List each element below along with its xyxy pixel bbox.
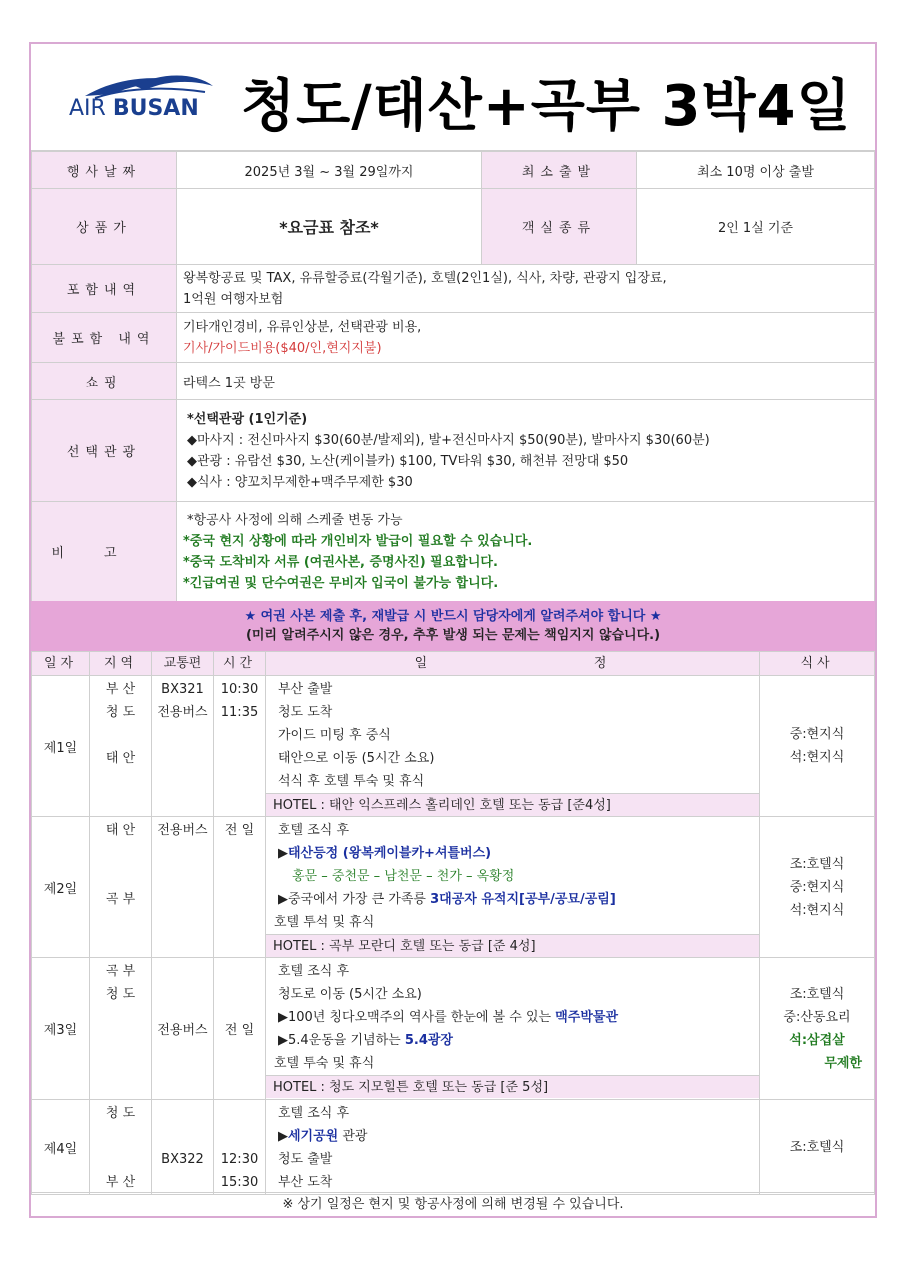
optional-sightseeing: ◆관광 : 유람선 $30, 노산(케이블카) $100, TV타워 $30, 해천뷰 전망대 $50 — [187, 453, 629, 469]
value-remarks — [177, 502, 875, 602]
value-min-departure: 최소 10명 이상 출발 — [637, 152, 875, 189]
label-remarks: 비고 — [32, 502, 177, 602]
itinerary-line-taishan — [278, 842, 759, 865]
label-included: 포함내역 — [32, 265, 177, 313]
page-title: 청도/태산+곡부 3박4일 — [241, 74, 852, 139]
schedule-row-day3 — [32, 958, 875, 1100]
hotel-info: HOTEL : 태안 익스프레스 홀리데인 호텔 또는 동급 [준4성] — [265, 793, 759, 816]
label-min-departure: 최소출발 — [482, 152, 637, 189]
region: 청 도 — [105, 705, 136, 720]
itinerary-line: 청도로 이동 (5시간 소요) — [278, 987, 422, 1002]
itinerary-line-confucius — [278, 888, 759, 911]
transport-cell — [152, 1100, 214, 1195]
itinerary-line: 부산 도착 — [278, 1175, 333, 1190]
logo-text-busan: BUSAN — [112, 96, 199, 121]
transport-cell — [152, 676, 214, 817]
highlight-taishan: 태산등정 (왕복케이블카+셔틀버스) — [288, 846, 492, 861]
meal: 조:호텔식 — [789, 856, 845, 872]
included-line: 왕복항공료 및 TAX, 유류할증료(각월기준), 호텔(2인1실), 식사, 차량, 관광지 입장료, — [183, 270, 667, 286]
header-region: 지역 — [90, 652, 152, 676]
highlight-century-park: 세기공원 — [288, 1129, 339, 1144]
time: 10:30 — [220, 682, 259, 697]
transport: 전용버스 — [157, 823, 208, 838]
itinerary-route: 홍문 – 중천문 – 남천문 – 천가 – 옥황정 — [292, 869, 515, 884]
meal: 조:호텔식 — [789, 1139, 845, 1155]
region: 부 산 — [105, 682, 136, 697]
itinerary-line-beer-museum — [278, 1006, 759, 1029]
included-line: 1억원 여행자보험 — [183, 291, 284, 307]
region: 부 산 — [105, 1175, 136, 1190]
value-room-type: 2인 1실 기준 — [637, 189, 875, 265]
header-time: 시간 — [214, 652, 266, 676]
itinerary-line: 호텔 조식 후 — [278, 1106, 350, 1121]
arrow-icon: ▶ — [278, 1129, 288, 1144]
logo-text — [69, 96, 199, 121]
remark-line: *항공사 사정에 의해 스케줄 변동 가능 — [187, 512, 403, 528]
label-shopping: 쇼핑 — [32, 363, 177, 400]
value-excluded — [177, 313, 875, 363]
optional-title: *선택관광 (1인기준) — [187, 411, 308, 427]
transport: 전용버스 — [157, 705, 208, 720]
label-excluded: 불포함 내역 — [32, 313, 177, 363]
region-cell — [90, 1100, 152, 1195]
meals-cell — [760, 676, 875, 817]
itinerary-line: 가이드 미팅 후 중식 — [278, 728, 391, 743]
meals-cell — [760, 817, 875, 958]
label-room-type: 객실종류 — [482, 189, 637, 265]
remark-line-arrival-visa: *중국 도착비자 서류 (여권사본, 증명사진) 필요합니다. — [183, 554, 498, 570]
region-cell — [90, 958, 152, 1100]
itinerary-cell — [266, 1100, 760, 1195]
air-busan-logo — [69, 72, 219, 124]
itinerary-text: ▶중국에서 가장 큰 가족릉 — [278, 892, 431, 907]
meal: 중:산동요리 — [783, 1009, 851, 1025]
time-cell — [214, 817, 266, 958]
region: 청 도 — [105, 987, 136, 1002]
day-label: 제2일 — [32, 817, 90, 958]
transport-cell: 전용버스 — [152, 958, 214, 1100]
meal: 중:현지식 — [789, 879, 845, 895]
logo-text-air: AIR — [69, 96, 113, 121]
region: 태 안 — [105, 823, 136, 838]
header-transport: 교통편 — [152, 652, 214, 676]
excluded-line-driver-fee: 기사/가이드비용($40/인,현지지불) — [183, 340, 382, 356]
meals-cell — [760, 1100, 875, 1195]
optional-massage: ◆마사지 : 전신마사지 $30(60분/발제외), 발+전신마사지 $50(90분), 발마사지 $30(60분) — [187, 432, 710, 448]
value-price: *요금표 참조* — [177, 189, 482, 265]
region-cell — [90, 817, 152, 958]
itinerary-text: ▶5.4운동을 기념하는 — [278, 1033, 405, 1048]
meal: 중:현지식 — [789, 727, 845, 742]
itinerary-line: 호텔 조식 후 — [278, 823, 350, 838]
time-cell — [214, 676, 266, 817]
region: 청 도 — [105, 1106, 136, 1121]
value-shopping: 라텍스 1곳 방문 — [177, 363, 875, 400]
itinerary-cell — [266, 817, 760, 958]
itinerary-line: 호텔 투숙 및 휴식 — [274, 1056, 375, 1071]
transport-cell — [152, 817, 214, 958]
schedule-row-day4 — [32, 1100, 875, 1195]
meals-cell — [760, 958, 875, 1100]
remark-line-passport: *긴급여권 및 단수여권은 무비자 입국이 불가능 합니다. — [183, 575, 499, 591]
itinerary-line: 호텔 조식 후 — [278, 964, 350, 979]
time: 전 일 — [224, 823, 255, 838]
day-label: 제3일 — [32, 958, 90, 1100]
day-label: 제1일 — [32, 676, 90, 817]
itinerary-line: 태안으로 이동 (5시간 소요) — [278, 751, 435, 766]
itinerary-text: ▶100년 칭다오맥주의 역사를 한눈에 볼 수 있는 — [278, 1010, 556, 1025]
schedule-table — [31, 651, 875, 1195]
itinerary-line-may4-square — [278, 1029, 759, 1052]
info-table — [31, 151, 875, 602]
schedule-row-day2 — [32, 817, 875, 958]
day-label: 제4일 — [32, 1100, 90, 1195]
document-frame — [29, 42, 877, 1218]
region: 곡 부 — [105, 892, 136, 907]
time-cell: 전 일 — [214, 958, 266, 1100]
itinerary-cell — [266, 958, 760, 1100]
region-cell — [90, 676, 152, 817]
meal: 석:현지식 — [789, 902, 845, 918]
highlight-may4-square: 5.4광장 — [404, 1033, 453, 1048]
header — [31, 44, 875, 151]
label-price: 상품가 — [32, 189, 177, 265]
excluded-line: 기타개인경비, 유류인상분, 선택관광 비용, — [183, 319, 422, 335]
notice-line-1: ★ 여권 사본 제출 후, 재발급 시 반드시 담당자에게 알려주셔야 합니다 ★ — [244, 609, 662, 624]
schedule-row-day1 — [32, 676, 875, 817]
itinerary-line: 부산 출발 — [278, 682, 333, 697]
time-cell — [214, 1100, 266, 1195]
remark-line-visa: *중국 현지 상황에 따라 개인비자 발급이 필요할 수 있습니다. — [183, 533, 533, 549]
region: 곡 부 — [105, 964, 136, 979]
highlight-beer-museum: 맥주박물관 — [555, 1010, 619, 1025]
passport-notice — [31, 601, 875, 651]
hotel-info: HOTEL : 곡부 모란디 호텔 또는 동급 [준 4성] — [265, 934, 759, 957]
meal-special: 무제한 — [824, 1055, 862, 1071]
itinerary-line: 청도 출발 — [278, 1152, 333, 1167]
time: 11:35 — [220, 705, 259, 720]
value-optional-tour — [177, 400, 875, 502]
header-meals: 식사 — [760, 652, 875, 676]
meal-special: 석:삼겹살 — [789, 1032, 845, 1048]
value-travel-date: 2025년 3월 ~ 3월 29일까지 — [177, 152, 482, 189]
region: 태 안 — [105, 751, 136, 766]
itinerary-text: 관광 — [338, 1129, 368, 1144]
highlight-confucius: 3대공자 유적지[공부/공묘/공림] — [430, 892, 616, 907]
time: 15:30 — [220, 1175, 259, 1190]
header-day: 일자 — [32, 652, 90, 676]
itinerary-cell — [266, 676, 760, 817]
itinerary-line: 청도 도착 — [278, 705, 333, 720]
optional-meal: ◆식사 : 양꼬치무제한+맥주무제한 $30 — [187, 474, 413, 490]
arrow-icon: ▶ — [278, 846, 288, 861]
itinerary-line: 호텔 투석 및 휴식 — [274, 915, 375, 930]
meal: 조:호텔식 — [789, 986, 845, 1002]
label-travel-date: 행사날짜 — [32, 152, 177, 189]
itinerary-line-century-park — [278, 1125, 759, 1148]
time: 12:30 — [220, 1152, 259, 1167]
footer-note: ※ 상기 일정은 현지 및 항공사정에 의해 변경될 수 있습니다. — [31, 1192, 875, 1218]
notice-line-2: (미리 알려주시지 않은 경우, 추후 발생 되는 문제는 책임지지 않습니다.) — [245, 628, 661, 643]
transport: BX322 — [161, 1152, 204, 1167]
itinerary-line: 석식 후 호텔 투숙 및 휴식 — [278, 774, 425, 789]
hotel-info: HOTEL : 청도 지모힐튼 호텔 또는 동급 [준 5성] — [265, 1075, 759, 1098]
header-itinerary: 일 정 — [266, 652, 760, 676]
transport: BX321 — [161, 682, 204, 697]
meal: 석:현지식 — [789, 750, 845, 765]
label-optional-tour: 선택관광 — [32, 400, 177, 502]
value-included — [177, 265, 875, 313]
